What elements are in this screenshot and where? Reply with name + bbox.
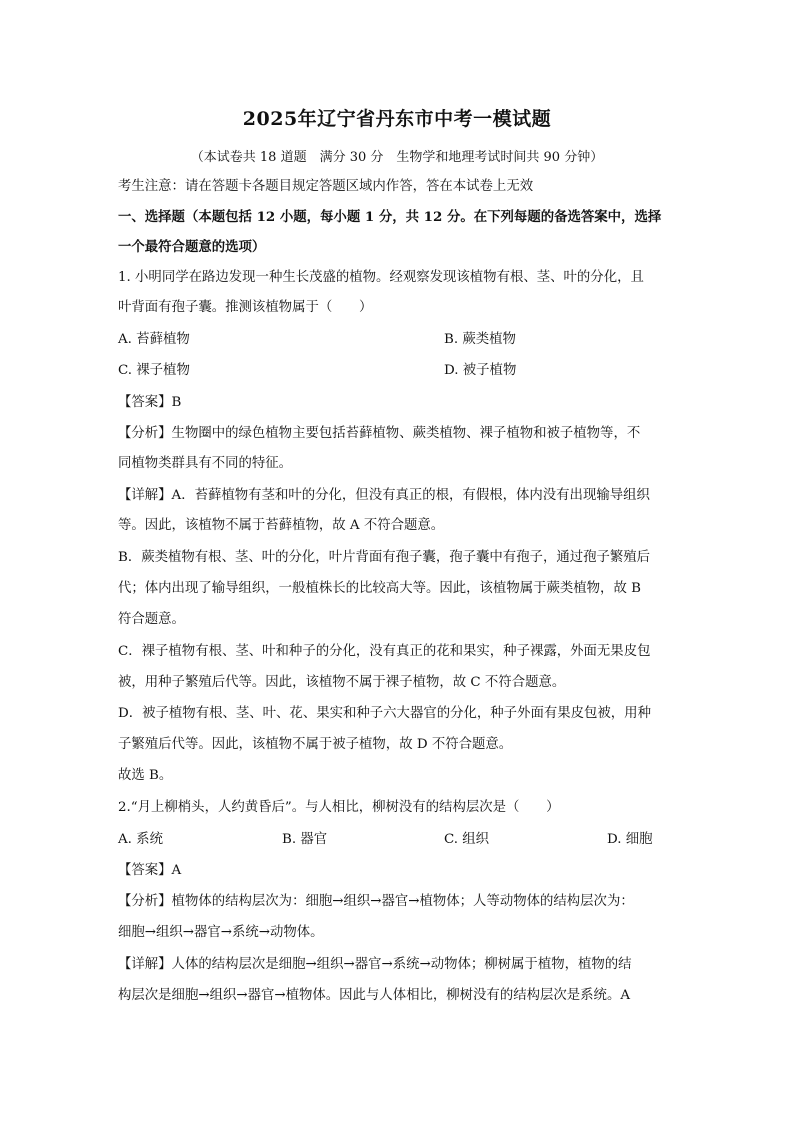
q1-detail-line: 等。因此，该植物不属于苔藓植物，故 A 不符合题意。	[118, 518, 445, 533]
q1-stem-line1: 1. 小明同学在路边发现一种生长茂盛的植物。经观察发现该植物有根、茎、叶的分化，且	[118, 270, 644, 285]
q2-analysis-line2: 细胞→组织→器官→系统→动物体。	[118, 925, 324, 940]
q2-stem: 2.“月上柳梢头，人约黄昏后”。与人相比，柳树没有的结构层次是（ ）	[118, 800, 560, 815]
section-heading-line2: 一个最符合题意的选项）	[118, 239, 266, 255]
q1-option-d: D. 被子植物	[444, 363, 517, 378]
page-title: 2025年辽宁省丹东市中考一模试题	[242, 108, 552, 130]
q1-detail-line: B．蕨类植物有根、茎、叶的分化，叶片背面有孢子囊，孢子囊中有孢子，通过孢子繁殖后	[118, 550, 651, 565]
q1-option-a: A. 苔藓植物	[118, 332, 190, 347]
notice-text: 考生注意：请在答题卡各题目规定答题区域内作答，答在本试卷上无效	[118, 179, 534, 194]
q2-option-b: B. 器官	[282, 832, 328, 847]
q1-detail-line: 被，用种子繁殖后代等。因此，该植物不属于裸子植物，故 C 不符合题意。	[118, 675, 566, 690]
q2-detail-line1: 【详解】人体的结构层次是细胞→组织→器官→系统→动物体；柳树属于植物，植物的结	[118, 957, 632, 972]
exam-subtitle: （本试卷共 18 道题 满分 30 分 生物学和地理考试时间共 90 分钟）	[190, 150, 604, 165]
q1-option-c: C. 裸子植物	[118, 363, 190, 378]
q1-option-b: B. 蕨类植物	[444, 332, 516, 347]
q1-analysis-line2: 同植物类群具有不同的特征。	[118, 456, 293, 471]
q2-option-c: C. 组织	[444, 832, 490, 847]
q1-detail-line: 【详解】A．苔藓植物有茎和叶的分化，但没有真正的根，有假根，体内没有出现输导组织	[118, 488, 650, 503]
q1-stem-line2: 叶背面有孢子囊。推测该植物属于（ ）	[118, 300, 373, 315]
q1-detail-line: 代；体内出现了输导组织，一般植株长的比较高大等。因此，该植物属于蕨类植物，故 B	[118, 581, 641, 596]
q1-conclusion: 故选 B。	[118, 768, 173, 783]
q1-detail-line: D．被子植物有根、茎、叶、花、果实和种子六大器官的分化，种子外面有果皮包被，用种	[118, 706, 651, 721]
q1-detail-line: 子繁殖后代等。因此，该植物不属于被子植物，故 D 不符合题意。	[118, 737, 513, 752]
q2-option-a: A. 系统	[118, 832, 163, 847]
q1-detail-line: 符合题意。	[118, 612, 185, 627]
q1-analysis-line1: 【分析】生物圈中的绿色植物主要包括苔藓植物、蕨类植物、裸子植物和被子植物等，不	[118, 426, 641, 441]
q2-option-d: D. 细胞	[607, 832, 653, 847]
section-heading-line1: 一、选择题（本题包括 12 小题，每小题 1 分，共 12 分。在下列每题的备选答案中，选择	[118, 209, 662, 225]
q2-analysis-line1: 【分析】植物体的结构层次为：细胞→组织→器官→植物体；人等动物体的结构层次为：	[118, 894, 634, 909]
q2-answer: 【答案】A	[118, 863, 182, 878]
q1-answer: 【答案】B	[118, 395, 182, 410]
q1-detail-line: C．裸子植物有根、茎、叶和种子的分化，没有真正的花和果实，种子裸露，外面无果皮包	[118, 644, 651, 659]
q2-detail-line2: 构层次是细胞→组织→器官→植物体。因此与人体相比，柳树没有的结构层次是系统。A	[118, 988, 630, 1003]
